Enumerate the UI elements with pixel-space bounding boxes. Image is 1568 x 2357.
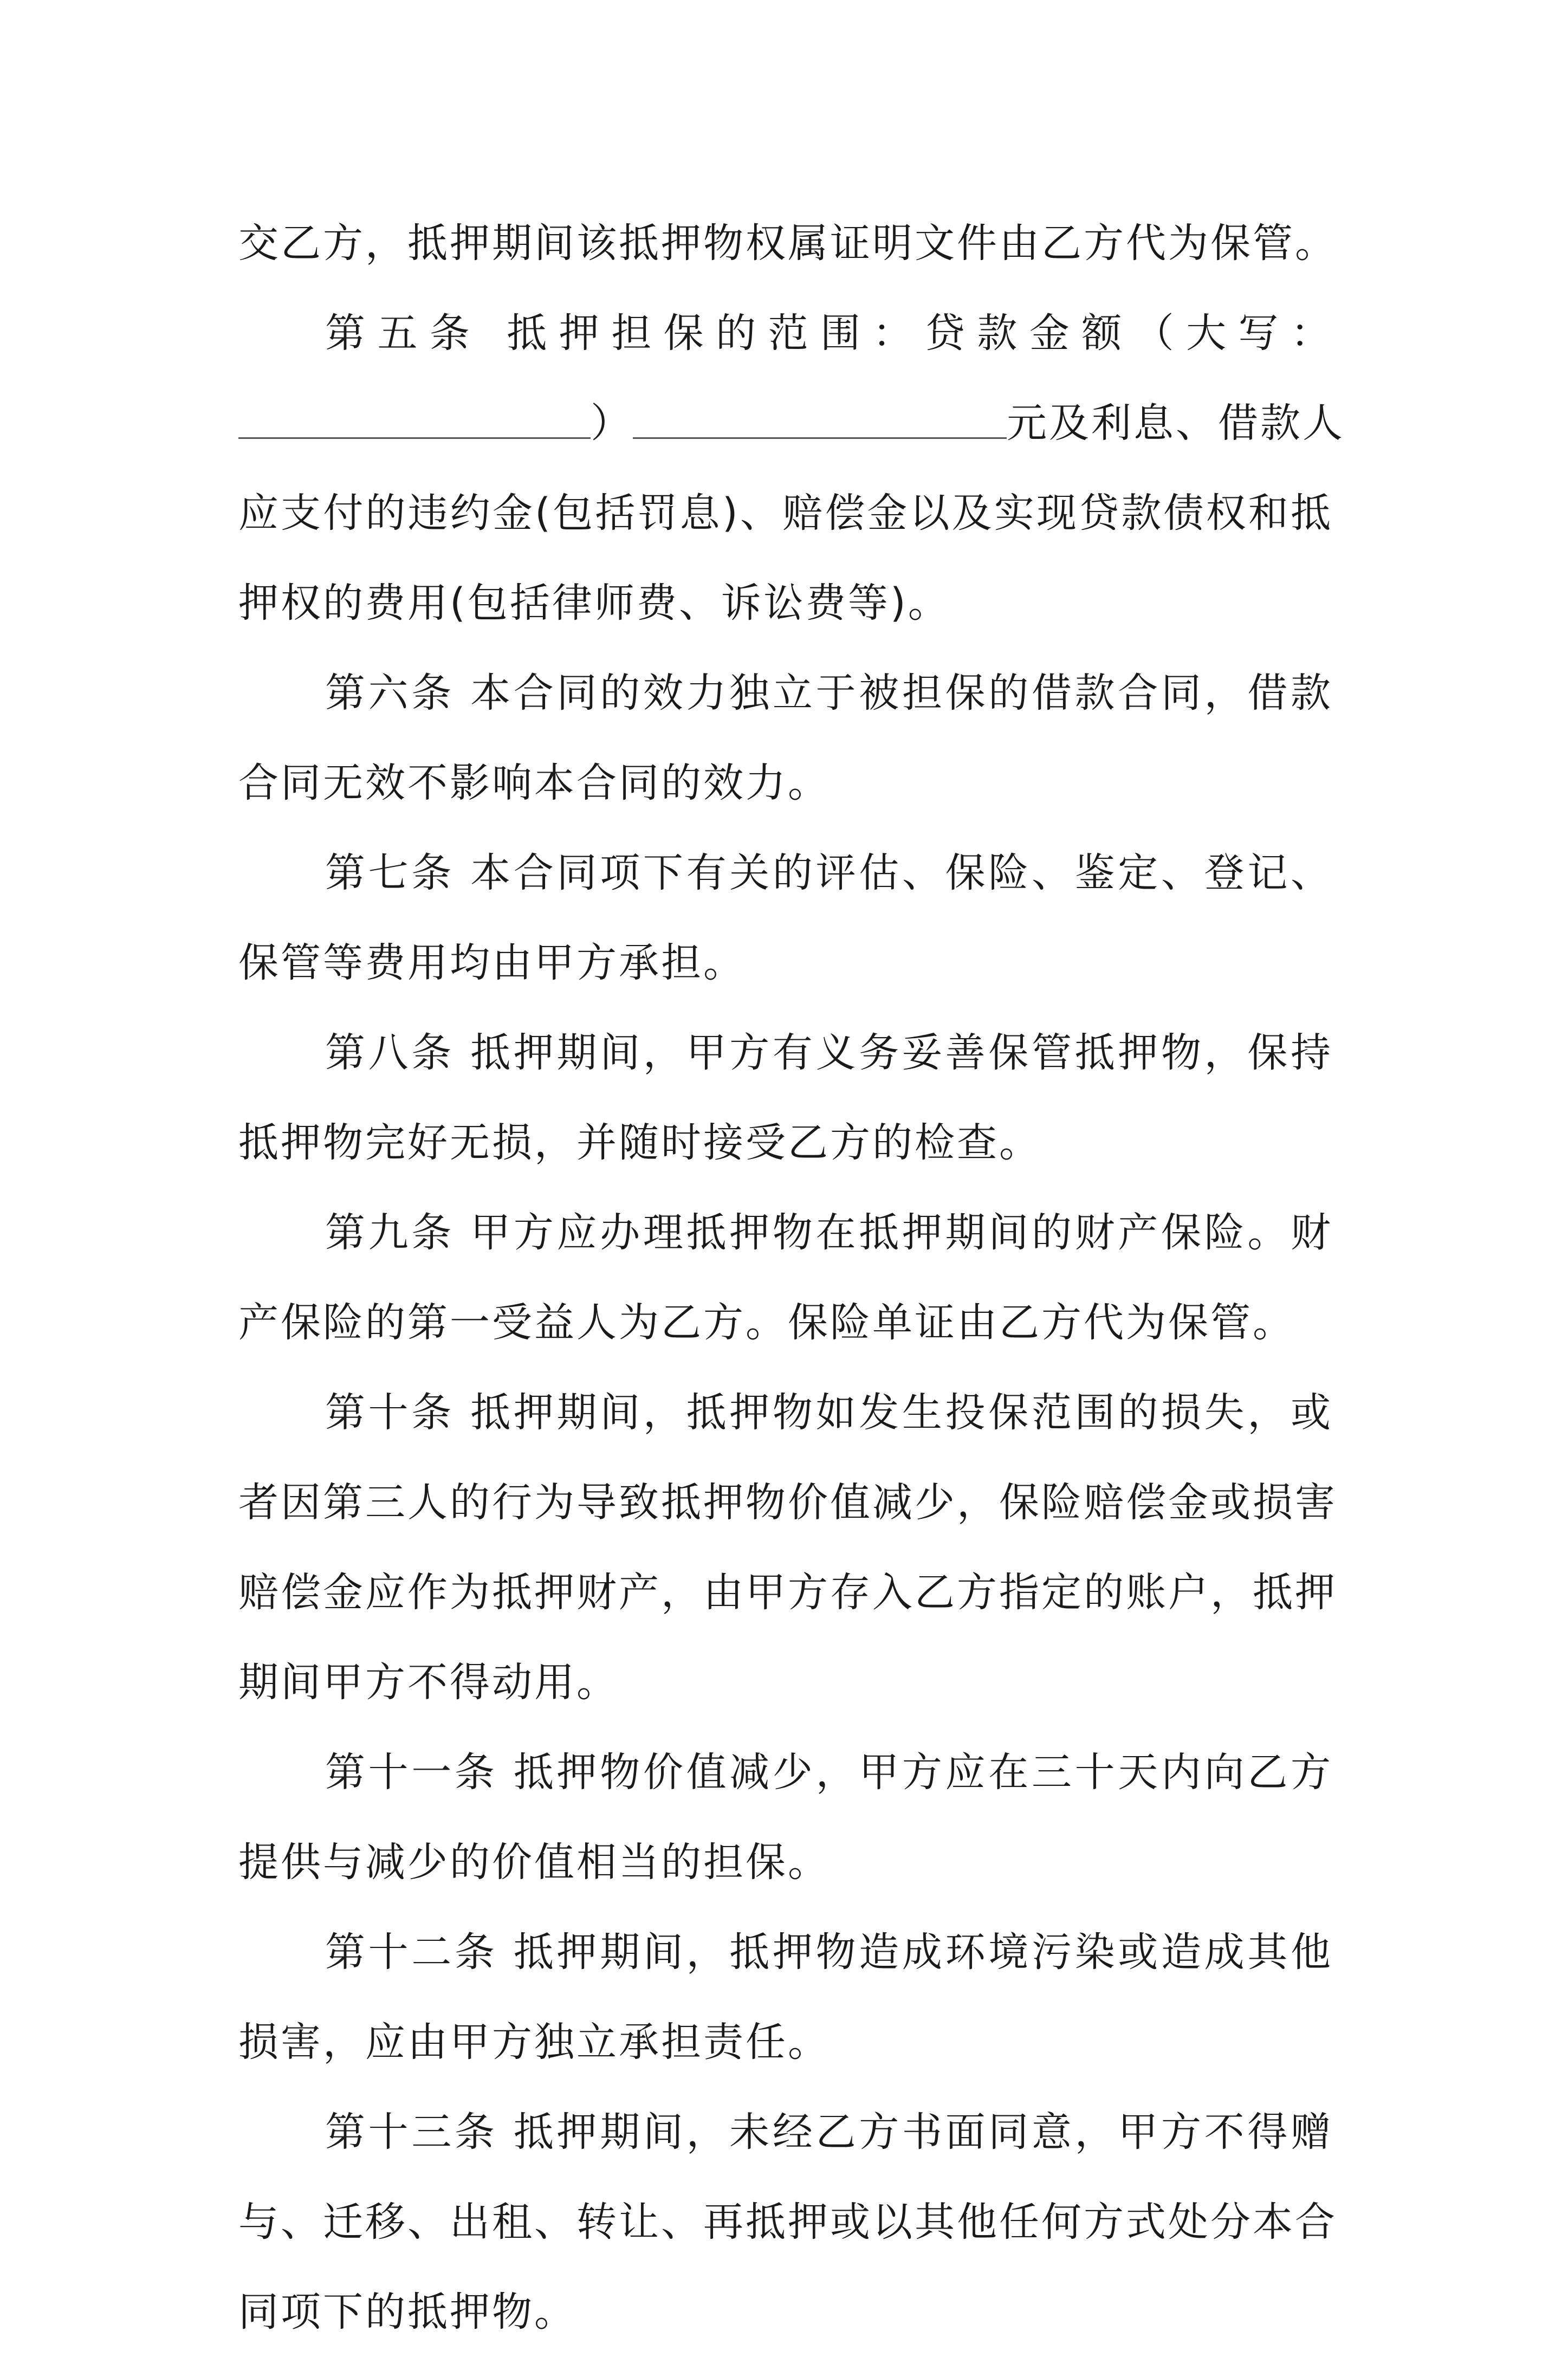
text-line: 合同无效不影响本合同的效力。 xyxy=(238,760,830,806)
text-line: 押权的费用(包括律师费、诉讼费等)。 xyxy=(238,580,950,626)
text-line: 同项下的抵押物。 xyxy=(238,2289,576,2335)
article-11-line: 第十一条 抵押物价值减少，甲方应在三十天内向乙方 xyxy=(325,1749,1333,1796)
text-line: 期间甲方不得动用。 xyxy=(238,1659,619,1706)
text-line: 提供与减少的价值相当的担保。 xyxy=(238,1839,830,1886)
amount-fill-line xyxy=(238,378,1345,468)
text-line: 者因第三人的行为导致抵押物价值减少，保险赔偿金或损害 xyxy=(238,1479,1337,1526)
document-body xyxy=(238,198,1345,2357)
closing-paren: ） xyxy=(591,400,633,446)
text-line: 抵押物完好无损，并随时接受乙方的检查。 xyxy=(238,1119,1041,1166)
article-6-line: 第六条 本合同的效力独立于被担保的借款合同，借款 xyxy=(325,670,1333,716)
text-line: 应支付的违约金(包括罚息)、赔偿金以及实现贷款债权和抵 xyxy=(238,490,1333,536)
article-5-heading-line: 第五条 抵押担保的范围：贷款金额（大写： xyxy=(325,310,1333,357)
text-line: 产保险的第一受益人为乙方。保险单证由乙方代为保管。 xyxy=(238,1299,1295,1346)
text-line: 交乙方，抵押期间该抵押物权属证明文件由乙方代为保管。 xyxy=(238,220,1337,267)
text-line: 损害，应由甲方独立承担责任。 xyxy=(238,2019,830,2065)
article-13-line: 第十三条 抵押期间，未经乙方书面同意，甲方不得赠 xyxy=(325,2109,1333,2155)
text-line: 保管等费用均由甲方承担。 xyxy=(238,940,746,986)
article-9-line: 第九条 甲方应办理抵押物在抵押期间的财产保险。财 xyxy=(325,1209,1333,1256)
article-8-line: 第八条 抵押期间，甲方有义务妥善保管抵押物，保持 xyxy=(325,1029,1333,1076)
amount-uppercase-blank[interactable] xyxy=(238,396,591,439)
amount-suffix-text: 元及利息、借款人 xyxy=(1007,400,1345,446)
text-line: 赔偿金应作为抵押财产，由甲方存入乙方指定的账户，抵押 xyxy=(238,1569,1337,1616)
text-line: 与、迁移、出租、转让、再抵押或以其他任何方式处分本合 xyxy=(238,2199,1337,2245)
article-12-line: 第十二条 抵押期间，抵押物造成环境污染或造成其他 xyxy=(325,1929,1333,1976)
article-7-line: 第七条 本合同项下有关的评估、保险、鉴定、登记、 xyxy=(325,850,1333,896)
amount-figure-blank[interactable] xyxy=(633,396,1007,439)
article-10-line: 第十条 抵押期间，抵押物如发生投保范围的损失，或 xyxy=(325,1389,1333,1436)
